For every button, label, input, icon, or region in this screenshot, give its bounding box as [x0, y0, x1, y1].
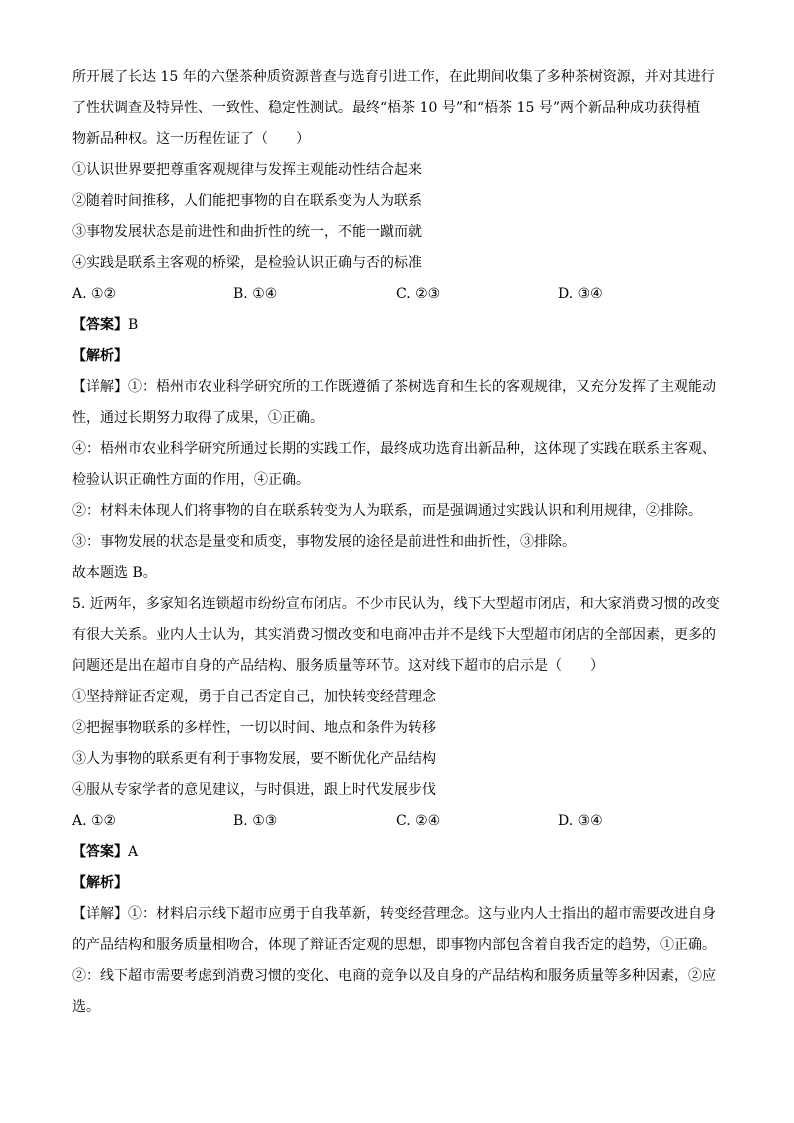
detail-line: ④：梧州市农业科学研究所通过长期的实践工作，最终成功选育出新品种，这体现了实践在联系主客观、: [72, 441, 716, 457]
detail-line: 性，通过长期努力取得了成果，①正确。: [72, 410, 324, 426]
options-row: [72, 806, 722, 837]
statement-2: ②随着时间推移，人们能把事物的自在联系变为人为联系: [72, 193, 422, 209]
analysis-label: 【解析】: [72, 348, 128, 364]
answer-line: [72, 837, 722, 868]
detail-line: 选。: [72, 999, 100, 1015]
option-d: D. ③④: [558, 813, 603, 829]
answer-label: 【答案】: [72, 844, 128, 860]
question-stem-line: 问题还是出在超市自身的产品结构、服务质量等环节。这对线下超市的启示是（ ）: [72, 658, 604, 674]
statement-3: ③事物发展状态是前进性和曲折性的统一，不能一蹴而就: [72, 224, 422, 240]
answer-value: A: [128, 844, 139, 860]
answer-label: 【答案】: [72, 317, 128, 333]
options-row: [72, 279, 722, 310]
question-stem-line: 所开展了长达 15 年的六堡茶种质资源普查与选育引进工作，在此期间收集了多种茶树资源，并对其进行: [72, 69, 715, 85]
statement-2: ②把握事物联系的多样性，一切以时间、地点和条件为转移: [72, 720, 436, 736]
detail-line: ③：事物发展的状态是量变和质变，事物发展的途径是前进性和曲折性，③排除。: [72, 534, 576, 550]
option-c: C. ②④: [396, 813, 441, 829]
option-a: A. ①②: [72, 813, 117, 829]
statement-1: ①坚持辩证否定观，勇于自己否定自己，加快转变经营理念: [72, 689, 436, 705]
answer-line: [72, 310, 722, 341]
question-5: [72, 589, 722, 1023]
detail-line: 检验认识正确性方面的作用，④正确。: [72, 472, 310, 488]
question-stem-line: 物新品种权。这一历程佐证了（ ）: [72, 131, 310, 147]
option-b: B. ①③: [233, 813, 278, 829]
answer-value: B: [128, 317, 139, 333]
detail-line: ②：线下超市需要考虑到消费习惯的变化、电商的竞争以及自身的产品结构和服务质量等多种因素，②应: [72, 968, 716, 984]
option-d: D. ③④: [558, 286, 603, 302]
option-b: B. ①④: [233, 286, 278, 302]
analysis-label: 【解析】: [72, 875, 128, 891]
detail-line: ②：材料未体现人们将事物的自在联系转变为人为联系，而是强调通过实践认识和利用规律，②排除。: [72, 503, 702, 519]
question-stem-line: 5. 近两年，多家知名连锁超市纷纷宣布闭店。不少市民认为，线下大型超市闭店，和大家消费习惯的改变: [72, 596, 720, 612]
option-c: C. ②③: [396, 286, 441, 302]
conclusion-line: 故本题选 B。: [72, 565, 157, 581]
question-stem-line: 了性状调查及特异性、一致性、稳定性测试。最终“梧茶 10 号”和“梧茶 15 号”两个新品种成功获得植: [72, 100, 701, 116]
detail-line: 的产品结构和服务质量相吻合，体现了辩证否定观的思想，即事物内部包含着自我否定的趋势，①正确。: [72, 937, 716, 953]
statement-3: ③人为事物的联系更有利于事物发展，要不断优化产品结构: [72, 751, 436, 767]
statement-4: ④实践是联系主客观的桥梁，是检验认识正确与否的标准: [72, 255, 422, 271]
statement-1: ①认识世界要把尊重客观规律与发挥主观能动性结合起来: [72, 162, 422, 178]
detail-line: 【详解】①：梧州市农业科学研究所的工作既遵循了茶树选育和生长的客观规律，又充分发挥了主观能动: [72, 379, 716, 395]
question-stem-line: 有很大关系。业内人士认为，其实消费习惯改变和电商冲击并不是线下大型超市闭店的全部因素，更多的: [72, 627, 716, 643]
document-page: [72, 62, 722, 1023]
statement-4: ④服从专家学者的意见建议，与时俱进，跟上时代发展步伐: [72, 782, 436, 798]
option-a: A. ①②: [72, 286, 117, 302]
detail-line: 【详解】①：材料启示线下超市应勇于自我革新，转变经营理念。这与业内人士指出的超市需要改进自身: [72, 906, 716, 922]
question-4: [72, 62, 722, 589]
